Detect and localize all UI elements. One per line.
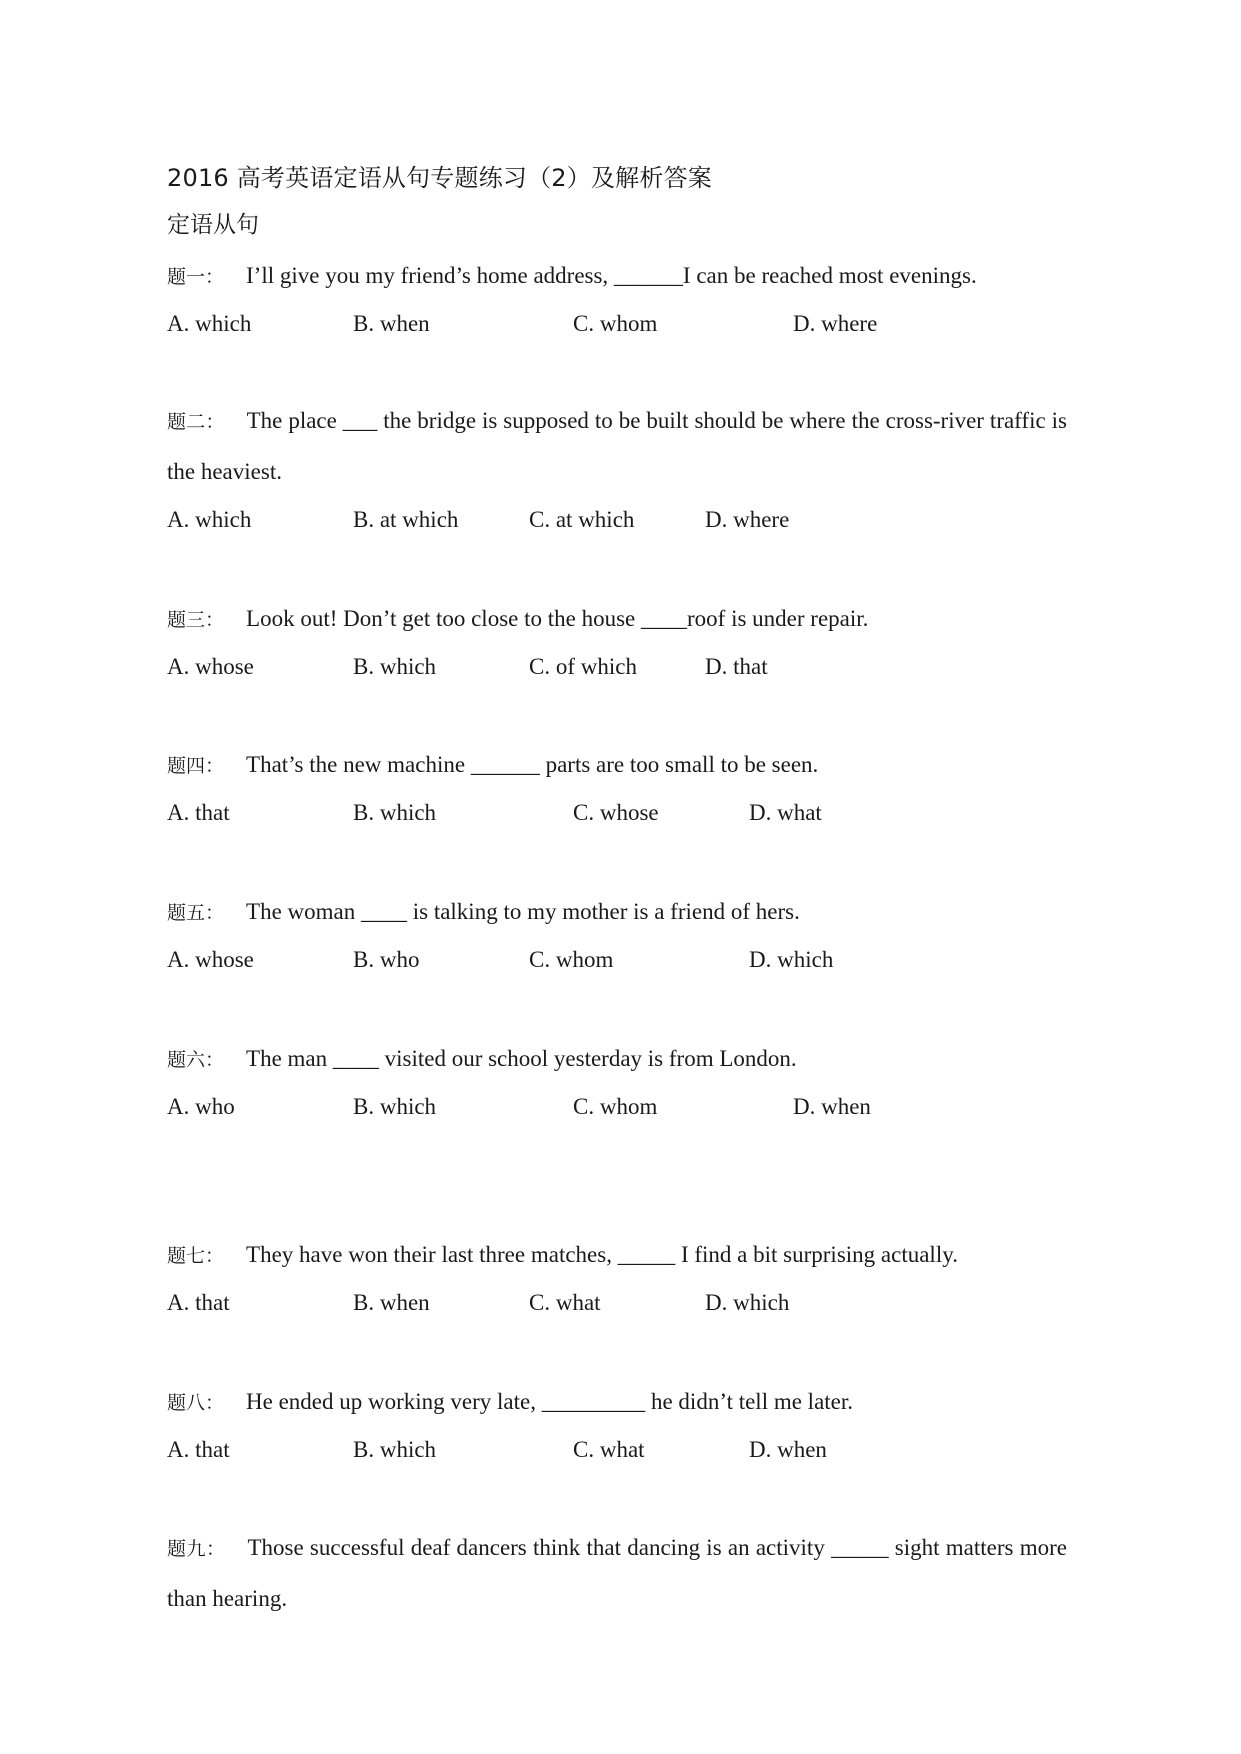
question-text: The woman ____ is talking to my mother is a friend of hers. bbox=[246, 899, 800, 924]
question-label: 题一： bbox=[167, 266, 225, 288]
section-heading: 定语从句 bbox=[167, 212, 259, 238]
question-text: The man ____ visited our school yesterday is from London. bbox=[246, 1046, 797, 1071]
question-text: Look out! Don’t get too close to the house ____roof is under repair. bbox=[246, 606, 869, 631]
question-label: 题五： bbox=[167, 902, 225, 924]
question-label: 题六： bbox=[167, 1049, 225, 1071]
question-label: 题九： bbox=[167, 1538, 226, 1560]
question-7 bbox=[167, 1230, 958, 1281]
option-d: D. which bbox=[705, 1290, 790, 1315]
question-text: They have won their last three matches, _____ I find a bit surprising actually. bbox=[246, 1242, 958, 1267]
option-c: C. at which bbox=[529, 507, 635, 532]
question-label: 题三： bbox=[167, 609, 225, 631]
option-a: A. whose bbox=[167, 947, 254, 972]
question-2 bbox=[167, 396, 1067, 496]
question-3 bbox=[167, 594, 868, 645]
question-text: He ended up working very late, _________ he didn’t tell me later. bbox=[246, 1389, 854, 1414]
option-c: C. whom bbox=[573, 1094, 658, 1119]
question-label: 题八： bbox=[167, 1392, 225, 1414]
option-d: D. that bbox=[705, 654, 768, 679]
question-label: 题二： bbox=[167, 411, 225, 433]
question-5 bbox=[167, 887, 800, 938]
option-b: B. which bbox=[353, 800, 437, 825]
option-c: C. what bbox=[573, 1437, 645, 1462]
option-b: B. at which bbox=[353, 507, 459, 532]
option-c: C. of which bbox=[529, 654, 637, 679]
option-b: B. who bbox=[353, 947, 420, 972]
question-text: I’ll give you my friend’s home address, ______I can be reached most evenings. bbox=[246, 263, 977, 288]
option-c: C. whose bbox=[573, 800, 659, 825]
question-text: The place ___ the bridge is supposed to be built should be where the cross-river traffic is the heaviest. bbox=[167, 408, 1067, 484]
option-c: C. whom bbox=[529, 947, 614, 972]
option-a: A. who bbox=[167, 1094, 235, 1119]
option-a: A. which bbox=[167, 311, 252, 336]
option-b: B. which bbox=[353, 1437, 437, 1462]
question-text: That’s the new machine ______ parts are too small to be seen. bbox=[246, 752, 819, 777]
question-1 bbox=[167, 251, 977, 302]
question-label: 题四： bbox=[167, 755, 225, 777]
option-c: C. whom bbox=[573, 311, 658, 336]
option-b: B. which bbox=[353, 1094, 437, 1119]
option-d: D. where bbox=[793, 311, 878, 336]
option-a: A. that bbox=[167, 1290, 230, 1315]
option-c: C. what bbox=[529, 1290, 601, 1315]
document-title: 2016 高考英语定语从句专题练习（2）及解析答案 bbox=[167, 164, 712, 192]
option-a: A. that bbox=[167, 1437, 230, 1462]
question-8 bbox=[167, 1377, 853, 1428]
option-d: D. when bbox=[749, 1437, 827, 1462]
option-d: D. when bbox=[793, 1094, 871, 1119]
option-b: B. when bbox=[353, 1290, 430, 1315]
option-d: D. which bbox=[749, 947, 834, 972]
question-9 bbox=[167, 1523, 1067, 1623]
option-a: A. which bbox=[167, 507, 252, 532]
option-d: D. what bbox=[749, 800, 822, 825]
option-b: B. when bbox=[353, 311, 430, 336]
option-d: D. where bbox=[705, 507, 790, 532]
question-label: 题七： bbox=[167, 1245, 225, 1267]
question-4 bbox=[167, 740, 818, 791]
option-a: A. that bbox=[167, 800, 230, 825]
question-text: Those successful deaf dancers think that dancing is an activity _____ sight matters more than hearing. bbox=[167, 1535, 1067, 1611]
option-b: B. which bbox=[353, 654, 437, 679]
option-a: A. whose bbox=[167, 654, 254, 679]
question-6 bbox=[167, 1034, 797, 1085]
